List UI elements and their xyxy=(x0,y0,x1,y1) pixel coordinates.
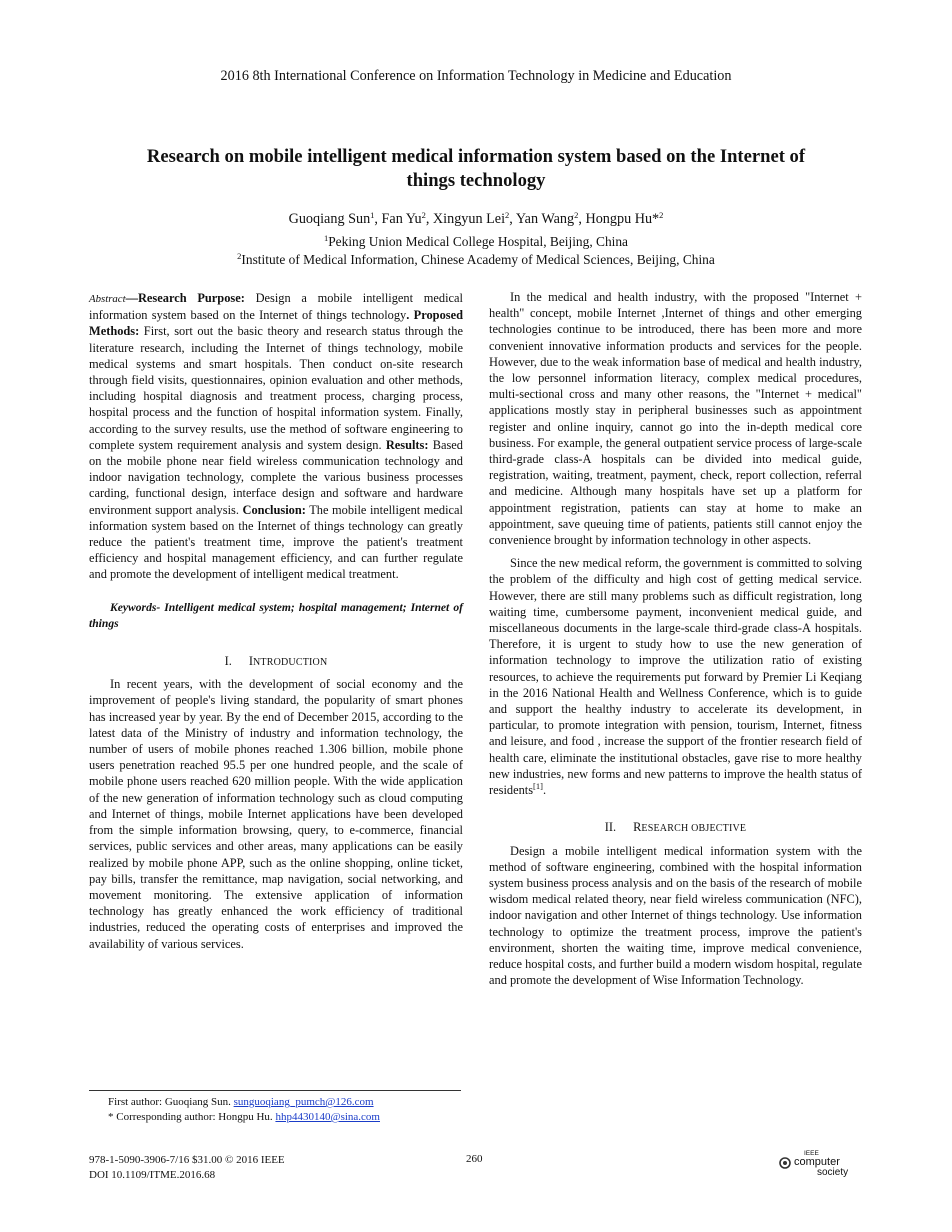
author-name: Fan Yu xyxy=(381,211,422,227)
abstract-dash: — xyxy=(125,291,138,305)
abstract-results-label: Results: xyxy=(385,437,429,452)
right-column xyxy=(489,289,862,988)
section-heading-research-objective xyxy=(489,819,862,837)
section-title-rest: NTRODUCTION xyxy=(252,657,328,669)
ieee-computer-society-logo xyxy=(777,1147,867,1177)
section-number: I. xyxy=(224,654,232,669)
author-name: Hongpu Hu* xyxy=(585,211,660,227)
first-author-email-link[interactable]: sunguoqiang_pumch@126.com xyxy=(233,1096,374,1108)
abstract-purpose-text: Design a mobile intelligent medical information system based on the Internet of things technology xyxy=(89,291,463,323)
intro-paragraph-1: In recent years, with the development of social economy and the improvement of people's living standard, the popularity of smart phones has increased year by year. By the end of December 2015, according to the latest data of the Ministry of industry and information technology, the number of users of mobile phones reached 1.306 billion, mobile phone users penetration reached 95.5 per one hundred people, and the scale of mobile phone users reached 620 million people. With the wide application of the new generation of information technology such as cloud computing and Internet of things, mobile Internet applications have been developed from the simple information browsing, query, to e-commerce, financial services, public services and other areas, many applications can be easily realized by mobile phone APP, such as the online shopping, online ticket, pay bills, transfer the remittance, map navigation, social networking, and movement monitoring. The extensive application of information technology has greatly enhanced the work efficiency of traditional industries, reduced the operating costs of enterprises and improved the availability of various services. xyxy=(89,677,463,951)
intro-paragraph-3 xyxy=(489,555,862,798)
author-affil-mark: 2 xyxy=(421,210,426,220)
affiliation-mark: 2 xyxy=(237,251,242,261)
author-separator: , xyxy=(374,211,382,227)
footnote-divider xyxy=(89,1090,461,1091)
footer-doi: DOI 10.1109/ITME.2016.68 xyxy=(89,1169,216,1181)
intro-paragraph-2: In the medical and health industry, with the proposed "Internet + health" concept, mobile Internet ,Internet of things and other emerging technologies continue to be introduced, there has been more and more convenient innovative information products and services for the people. However, due to the weak information base of medical and health industry, the low personnel information literacy, complex medical procedures, multi-sectional cross and many other reasons, the "Internet + medical" applications mostly stay in peripheral businesses such as appointment register and online inquiry, cannot go into the in-depth medical core business. For example, the general outpatient service process of large-scale third-grade class-A hospitals can be divided into medical guide, registration, waiting, treatment, payment, check, report collection, referral and medicine. Although many hospitals have set up a platform for appointment registration, patients can stay at home to make an appointment, save queuing time of patients, patients still cannot enjoy the convenience brought by information technology in other aspects. xyxy=(489,290,862,548)
keywords: Keywords- Intelligent medical system; hospital management; Internet of things xyxy=(89,600,463,630)
author-affil-mark: 2 xyxy=(574,210,579,220)
logo-society-text: society xyxy=(817,1167,849,1177)
abstract-lead: Abstract xyxy=(89,293,126,305)
section-title-initial: I xyxy=(248,654,253,669)
citation-ref: [1] xyxy=(533,781,543,792)
author-separator: , xyxy=(509,211,516,227)
logo-ieee-text: IEEE xyxy=(804,1150,819,1157)
abstract xyxy=(89,290,463,583)
left-column xyxy=(89,290,463,952)
abstract-purpose-label: Research Purpose: xyxy=(137,291,245,305)
intro-paragraph-3-text: Since the new medical reform, the government is committed to solving the problem of the difficulty and high cost of getting medical service. However, there are still many problems such as difficult registration, long waiting time, cumbersome payment, inconvenient medical guide, and miscellaneous documents in the large-scale third-grade class-A hospitals. Therefore, it is urgent to study how to use the new generation of information technology to improve the utilization ratio of existing resources, to achieve the requirements put forward by Premier Li Keqiang in the 2016 National Health and Wellness Conference, which is to guide and support the healthy industry to accelerate its development, in particular, to promote integration with pension, tourism, Internet, fitness and leisure, and food , increase the support of the frontier research field of health care, eliminate the institutional obstacles, gave rise to more healthy new industries, new forms and new patterns to improve the health status of residents xyxy=(489,556,863,798)
section-title-rest: ESEARCH OBJECTIVE xyxy=(641,823,747,835)
affiliation-1 xyxy=(0,234,952,250)
section-number: II. xyxy=(604,820,617,835)
abstract-results-text: Based on the mobile phone near field wireless communication technology and indoor navigation technology, complete the various business processes carding, functional design, interface design and software and hardware environment support analysis. xyxy=(89,437,463,517)
footnote-corresponding-author xyxy=(108,1110,380,1125)
abstract-conclusion-text: The mobile intelligent medical information system based on the Internet of things technology can greatly reduce the patient's treatment time, improve the patient's treatment efficiency and hospital management efficiency, and can further regulate and promote the development of intelligent medical treatment. xyxy=(89,502,463,582)
title-line-1: Research on mobile intelligent medical information system based on the Internet of xyxy=(146,146,806,167)
footer-identifiers xyxy=(89,1153,285,1183)
affiliation-2 xyxy=(0,252,952,268)
conference-header: 2016 8th International Conference on Information Technology in Medicine and Education xyxy=(220,68,732,84)
objective-paragraph-1: Design a mobile intelligent medical information system with the method of software engineering, combined with the hospital information system business process analysis and on the basis of the research of mobile wisdom medical related theory, near field wireless communication (NFC), indoor navigation and other Internet of things technology. Use information technology to optimize the treatment process, improve the patient's environment, shorten the waiting time, improve medical convenience, reduce hospital costs, and further build a modern wisdom hospital, regulate and promote the development of Wise Information Technology. xyxy=(489,843,863,988)
title-line-2: things technology xyxy=(406,170,546,191)
affiliation-text: Peking Union Medical College Hospital, Beijing, China xyxy=(328,234,629,249)
paper-title xyxy=(70,145,882,193)
logo-swirl-icon xyxy=(780,1158,790,1168)
footer-isbn: 978-1-5090-3906-7/16 $31.00 © 2016 IEEE xyxy=(89,1154,285,1166)
logo-computer-text: computer xyxy=(794,1156,840,1168)
section-heading-introduction xyxy=(89,653,463,671)
footnotes xyxy=(108,1095,380,1125)
intro-paragraph-3-end: . xyxy=(542,783,547,798)
footnote-first-label: First author: Guoqiang Sun. xyxy=(108,1096,234,1108)
affiliation-mark: 1 xyxy=(323,233,329,243)
author-name: Xingyun Lei xyxy=(432,211,506,227)
author-name: Yan Wang xyxy=(515,211,575,227)
author-affil-mark: 2 xyxy=(505,210,510,220)
author-name: Guoqiang Sun xyxy=(288,211,371,227)
author-affil-mark: 2 xyxy=(659,210,664,220)
corresponding-author-email-link[interactable]: hhp4430140@sina.com xyxy=(275,1111,380,1123)
author-affil-mark: 1 xyxy=(370,210,375,220)
abstract-methods-label: . Proposed Methods: xyxy=(89,308,463,339)
footnote-corr-label: * Corresponding author: Hongpu Hu. xyxy=(108,1111,276,1123)
abstract-conclusion-label: Conclusion: xyxy=(242,502,306,517)
section-title-initial: R xyxy=(633,820,642,835)
author-separator: , xyxy=(578,211,586,227)
author-list xyxy=(0,211,952,228)
abstract-methods-text: First, sort out the basic theory and research status through the literature research, including the Internet of things technology, mobile medical systems and smart hospitals. Then conduct on-site research through field visits, questionnaires, opinion evaluation and other methods, including hospital diagnosis and treatment process, charging process, hospital process and the function of hospital information system. Finally, according to the survey results, use the method of software engineering to complete system requirement analysis and system design. xyxy=(89,324,463,452)
affiliation-text: Institute of Medical Information, Chinese Academy of Medical Sciences, Beijing, China xyxy=(241,252,715,267)
author-separator: , xyxy=(425,211,433,227)
footnote-first-author xyxy=(108,1095,380,1110)
page-number: 260 xyxy=(466,1153,483,1165)
